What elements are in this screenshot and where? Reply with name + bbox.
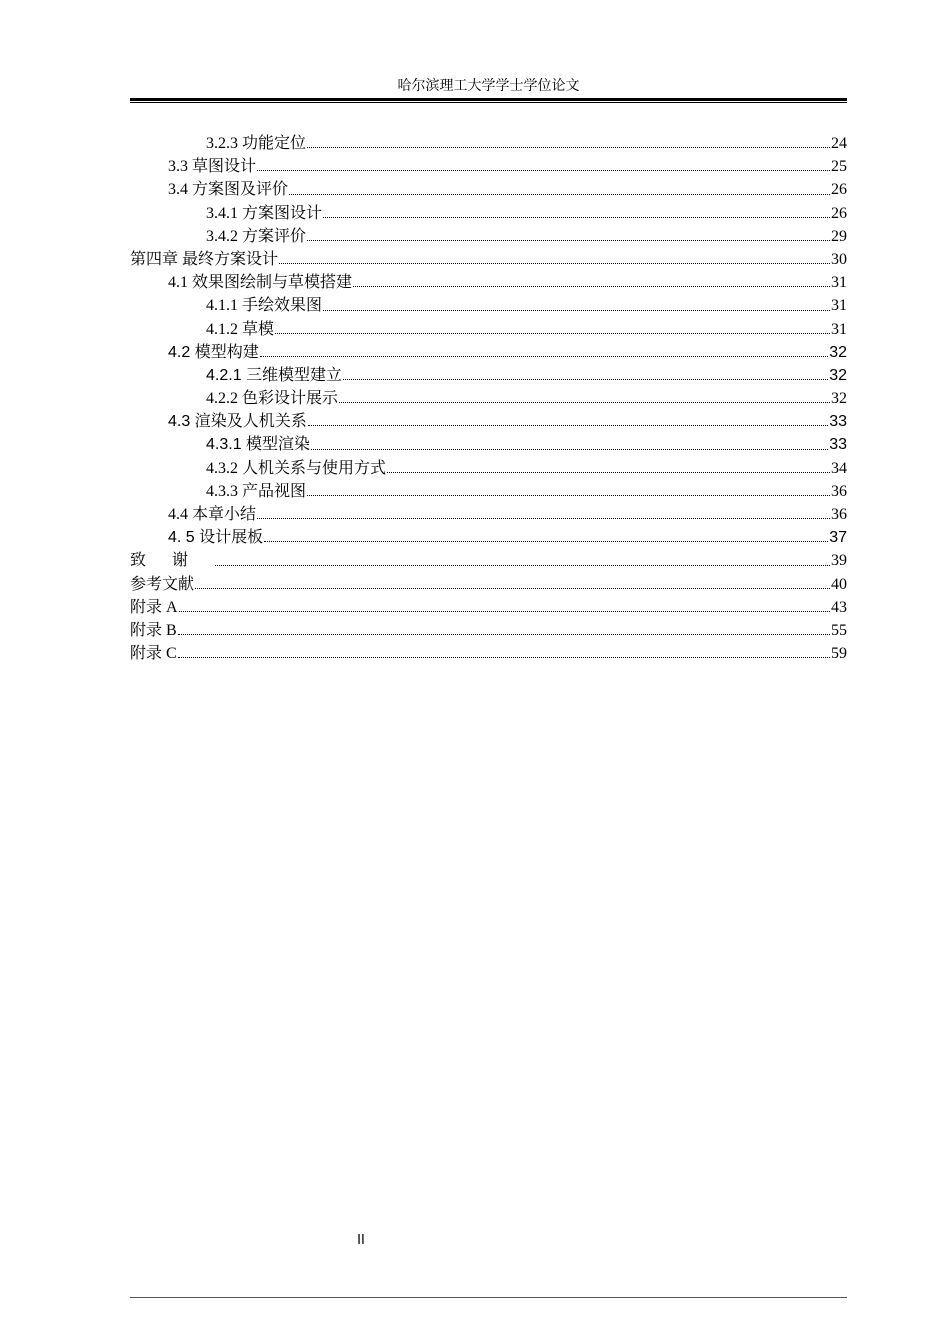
toc-entry[interactable] (130, 130, 847, 153)
toc-entry[interactable] (130, 292, 847, 315)
dot-leader (257, 518, 830, 519)
toc-entry-label: 附录 A (130, 598, 178, 616)
toc-entry-page: 31 (831, 274, 847, 292)
toc-entry[interactable] (130, 176, 847, 199)
toc-entry-label: 4.2.2 色彩设计展示 (206, 390, 339, 408)
toc-entry-page: 26 (831, 204, 847, 222)
toc-entry[interactable] (130, 594, 847, 617)
toc-entry-page: 33 (829, 436, 847, 454)
toc-entry-page: 32 (829, 343, 847, 361)
toc-entry[interactable] (130, 316, 847, 339)
toc-entry-page: 29 (831, 227, 847, 245)
toc-entry[interactable] (130, 571, 847, 594)
toc-entry[interactable] (130, 200, 847, 223)
toc-entry-label: 3.3 草图设计 (168, 158, 257, 176)
toc-entry-page: 36 (831, 506, 847, 523)
toc-entry-label: 4.1 效果图绘制与草模搭建 (168, 274, 353, 292)
dot-leader (323, 217, 830, 218)
dot-leader (339, 402, 830, 403)
toc-entry-page: 36 (831, 482, 847, 500)
toc-entry-page: 39 (831, 552, 847, 570)
toc-entry[interactable] (130, 640, 847, 663)
dot-leader (264, 541, 828, 542)
toc-entry[interactable] (130, 385, 847, 408)
dot-leader (387, 472, 830, 473)
toc-entry-page: 26 (831, 181, 847, 199)
toc-entry[interactable] (130, 153, 847, 176)
dot-leader (178, 657, 830, 658)
toc-entry-label: 4.3.3 产品视图 (206, 482, 307, 500)
dot-leader (308, 425, 829, 426)
toc-entry[interactable] (130, 246, 847, 269)
toc-entry-page: 25 (831, 158, 847, 176)
dot-leader (195, 588, 830, 589)
toc-entry-label: 4.2 模型构建 (168, 343, 259, 361)
toc-entry[interactable] (130, 547, 847, 570)
toc-entry-label: 4.3.1 模型渲染 (206, 436, 311, 454)
toc-entry[interactable] (130, 478, 847, 501)
dot-leader (311, 449, 828, 450)
toc-entry-page: 37 (829, 529, 847, 547)
toc-entry[interactable] (130, 362, 847, 385)
toc-entry-label: 附录 B (130, 621, 177, 639)
toc-entry-page: 40 (831, 575, 847, 593)
dot-leader (257, 170, 830, 171)
toc-entry-label: 4.3 渲染及人机关系 (168, 413, 307, 431)
toc-entry[interactable] (130, 269, 847, 292)
toc-entry-label: 参考文献 (130, 575, 195, 593)
toc-entry-label: 3.2.3 功能定位 (206, 135, 307, 152)
table-of-contents (130, 130, 847, 663)
toc-entry-label: 第四章 最终方案设计 (130, 250, 279, 268)
toc-entry[interactable] (130, 339, 847, 362)
toc-entry-label: 4. 5 设计展板 (168, 529, 264, 547)
toc-entry-page: 31 (831, 297, 847, 315)
dot-leader (307, 147, 830, 148)
toc-entry-page: 34 (831, 459, 847, 477)
toc-entry-page: 31 (831, 320, 847, 338)
dot-leader (179, 611, 830, 612)
dot-leader (289, 194, 830, 195)
dot-leader (260, 356, 829, 357)
toc-entry-label: 3.4 方案图及评价 (168, 181, 289, 199)
toc-entry-page: 30 (831, 250, 847, 268)
toc-entry-page: 33 (829, 413, 847, 431)
toc-entry-page: 59 (831, 645, 847, 663)
toc-entry-label: 4.4 本章小结 (168, 506, 257, 523)
toc-entry[interactable] (130, 431, 847, 454)
toc-entry-label: 致谢 (130, 552, 215, 570)
toc-entry[interactable] (130, 501, 847, 524)
toc-entry[interactable] (130, 524, 847, 547)
toc-entry[interactable] (130, 223, 847, 246)
toc-entry-page: 43 (831, 598, 847, 616)
toc-entry[interactable] (130, 617, 847, 640)
header-rule-thin (130, 102, 847, 103)
running-header: 哈尔滨理工大学学士学位论文 (397, 79, 580, 94)
footer-rule (130, 1297, 847, 1298)
toc-entry-label: 4.1.1 手绘效果图 (206, 297, 323, 315)
dot-leader (279, 263, 830, 264)
toc-entry-page: 55 (831, 621, 847, 639)
dot-leader (323, 310, 830, 311)
toc-entry-label: 3.4.1 方案图设计 (206, 204, 323, 222)
dot-leader (307, 240, 830, 241)
dot-leader (275, 333, 830, 334)
header-rule-thick (130, 98, 847, 101)
toc-entry-label: 4.1.2 草模 (206, 320, 275, 338)
dot-leader (307, 495, 830, 496)
dot-leader (353, 286, 830, 287)
toc-entry[interactable] (130, 408, 847, 431)
toc-entry-page: 32 (831, 390, 847, 408)
toc-entry-page: 24 (831, 135, 847, 152)
toc-entry-page: 32 (829, 366, 847, 384)
toc-entry-label: 4.2.1 三维模型建立 (206, 366, 343, 384)
dot-leader (343, 379, 828, 380)
toc-entry[interactable] (130, 455, 847, 478)
dot-leader (215, 565, 830, 566)
toc-entry-label: 4.3.2 人机关系与使用方式 (206, 459, 387, 477)
toc-entry-label: 3.4.2 方案评价 (206, 227, 307, 245)
page-number: II (357, 1233, 365, 1248)
toc-entry-label: 附录 C (130, 645, 177, 663)
dot-leader (178, 634, 830, 635)
